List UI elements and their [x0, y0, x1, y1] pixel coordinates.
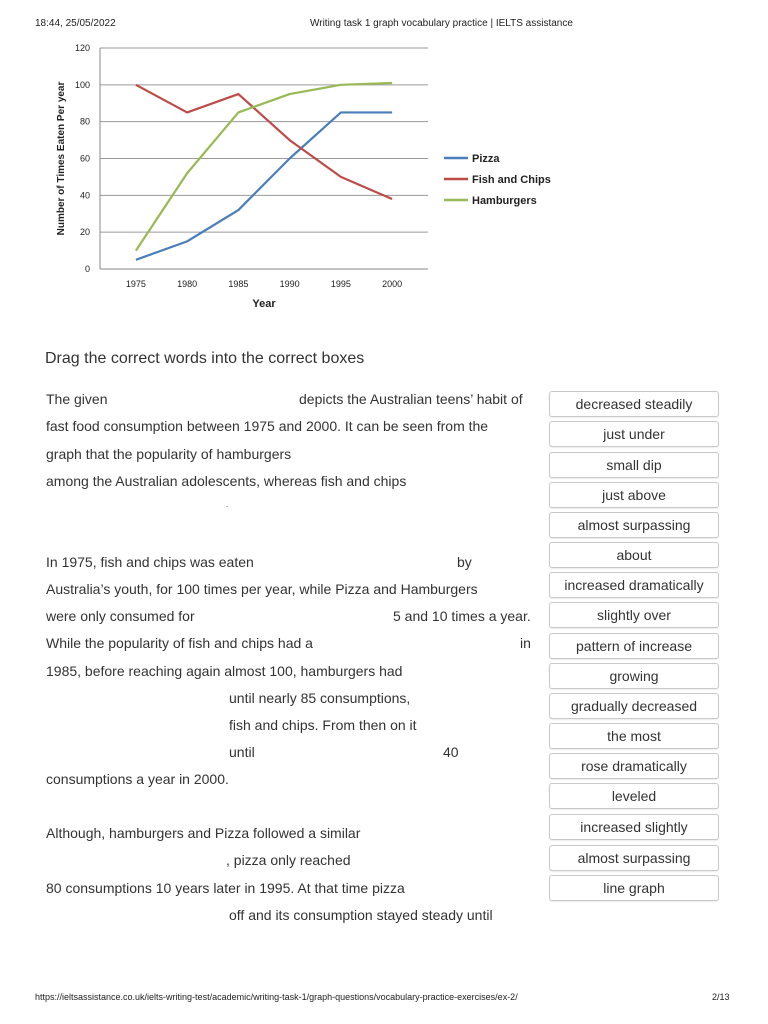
y-tick-label: 80 — [79, 116, 90, 127]
text-line: Australia’s youth, for 100 times per year, while Pizza and Hamburgers — [46, 581, 478, 597]
chart-series — [136, 83, 392, 260]
word-chip[interactable]: small dip — [549, 452, 719, 478]
word-chip[interactable]: decreased steadily — [549, 391, 719, 417]
y-tick-label: 60 — [79, 153, 90, 164]
text-line: 5 and 10 times a year. — [393, 608, 531, 624]
page-url: https://ieltsassistance.co.uk/ielts-writing-test/academic/writing-task-1/graph-questions/vocabulary-practice-exercises/ex-2/ — [35, 992, 518, 1002]
x-axis-label: Year — [252, 298, 276, 310]
word-chip[interactable]: increased dramatically — [549, 572, 719, 598]
drop-box-12[interactable] — [46, 907, 226, 925]
text-line: were only consumed for — [46, 608, 195, 624]
x-axis-ticks — [126, 279, 402, 289]
page-title: Writing task 1 graph vocabulary practice | IELTS assistance — [310, 18, 573, 29]
y-tick-label: 0 — [84, 264, 90, 274]
legend-label: Fish and Chips — [472, 174, 551, 186]
legend-label: Pizza — [472, 153, 500, 165]
chart-grid — [100, 48, 428, 269]
text-line: The given — [46, 391, 108, 407]
drop-box-5[interactable] — [210, 608, 390, 626]
series-line-fish-and-chips — [136, 85, 392, 199]
text-line: 40 — [443, 744, 459, 760]
drop-box-2[interactable] — [315, 446, 515, 464]
word-chip[interactable]: leveled — [549, 783, 719, 809]
drop-box-9[interactable] — [46, 744, 226, 762]
drop-box-10[interactable] — [260, 744, 440, 762]
text-line: graph that the popularity of hamburgers — [46, 446, 292, 462]
y-tick-label: 20 — [79, 227, 90, 238]
text-line: consumptions a year in 2000. — [46, 771, 229, 787]
text-line: 1985, before reaching again almost 100, hamburgers had — [46, 663, 403, 679]
word-chip[interactable]: almost surpassing — [549, 845, 719, 871]
chart-legend — [444, 153, 551, 207]
x-tick-label: 1985 — [228, 279, 249, 289]
word-chip[interactable]: just under — [549, 421, 719, 447]
drop-box-3[interactable] — [46, 500, 229, 518]
text-line: off and its consumption stayed steady until — [229, 907, 493, 923]
word-chip[interactable]: gradually decreased — [549, 693, 719, 719]
line-chart — [40, 38, 560, 318]
text-line: among the Australian adolescents, whereas fish and chips — [46, 473, 407, 489]
drop-box-4[interactable] — [272, 554, 452, 572]
text-line: Although, hamburgers and Pizza followed a similar — [46, 825, 361, 841]
word-chip[interactable]: increased slightly — [549, 814, 719, 840]
word-chip[interactable]: growing — [549, 663, 719, 689]
word-chip[interactable]: line graph — [549, 875, 719, 901]
text-line: fast food consumption between 1975 and 2000. It can be seen from the — [46, 418, 489, 434]
text-line: depicts the Australian teens’ habit of — [299, 391, 523, 407]
drop-box-11[interactable] — [46, 852, 226, 870]
text-line: until — [229, 744, 255, 760]
text-line: While the popularity of fish and chips had a — [46, 635, 313, 651]
drop-box-8[interactable] — [46, 717, 226, 735]
text-line: . — [226, 500, 229, 509]
word-chip[interactable]: almost surpassing — [549, 512, 719, 538]
text-line: In 1975, fish and chips was eaten — [46, 554, 254, 570]
exercise-instruction: Drag the correct words into the correct boxes — [45, 350, 365, 367]
x-tick-label: 1975 — [125, 279, 146, 289]
page-number: 2/13 — [712, 992, 730, 1002]
word-chip[interactable]: slightly over — [549, 602, 719, 628]
text-line: in — [520, 635, 531, 651]
text-line: until nearly 85 consumptions, — [229, 690, 411, 706]
y-tick-label: 40 — [79, 190, 90, 201]
y-tick-label: 100 — [74, 79, 90, 90]
drop-box-7[interactable] — [46, 690, 226, 708]
drop-box-1[interactable] — [115, 391, 295, 409]
drop-box-6[interactable] — [336, 635, 516, 653]
word-chip[interactable]: just above — [549, 482, 719, 508]
text-line: 80 consumptions 10 years later in 1995. At that time pizza — [46, 880, 405, 896]
word-chip[interactable]: about — [549, 542, 719, 568]
y-tick-label: 120 — [74, 43, 90, 53]
series-line-hamburgers — [136, 83, 392, 251]
word-chip[interactable]: pattern of increase — [549, 633, 719, 659]
text-line: , pizza only reached — [226, 852, 351, 868]
x-tick-label: 1980 — [177, 279, 198, 289]
x-tick-label: 2000 — [382, 279, 403, 289]
y-axis-ticks — [75, 43, 90, 274]
word-chip[interactable]: the most — [549, 723, 719, 749]
y-axis-label: Number of Times Eaten Per year — [56, 81, 67, 236]
legend-label: Hamburgers — [472, 195, 537, 207]
word-chip[interactable]: rose dramatically — [549, 753, 719, 779]
x-tick-label: 1995 — [330, 279, 351, 289]
print-datetime: 18:44, 25/05/2022 — [35, 18, 116, 29]
text-line: fish and chips. From then on it — [229, 717, 417, 733]
x-tick-label: 1990 — [279, 279, 300, 289]
text-line: by — [457, 554, 472, 570]
series-line-pizza — [136, 112, 392, 259]
